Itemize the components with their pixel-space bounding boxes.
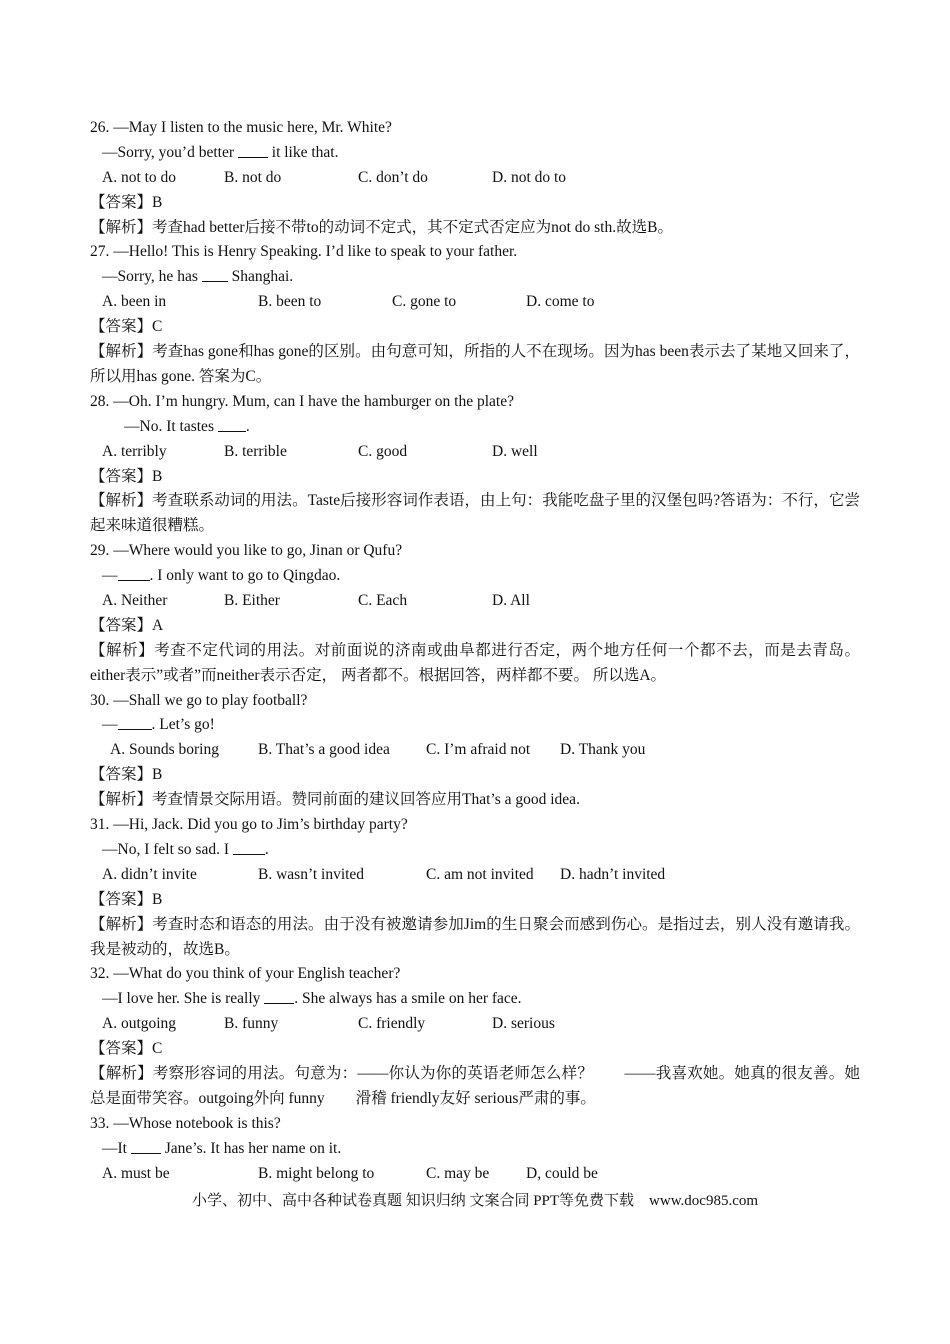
option-c: C. gone to [392, 293, 457, 311]
question-33-stem: 33. —Whose notebook is this? [90, 1114, 281, 1132]
option-d: D. All [492, 592, 530, 609]
question-30-options [90, 738, 860, 763]
option-d: D, could be [526, 1164, 598, 1182]
option-b: B. funny [224, 1015, 279, 1033]
question-29-stem: 29. —Where would you like to go, Jinan or Qufu? [90, 542, 403, 560]
option-c: C. friendly [358, 1015, 426, 1033]
question-29-options [90, 589, 860, 614]
answer-blank [238, 143, 268, 158]
question-29-analysis: 【解析】考查不定代词的用法。对前面说的济南或曲阜都进行否定，两个地方任何一个都不去，而是去青岛。 either表示”或者”而neither表示否定， 两者都不。根据回答，两样都不要。 所以选A。 [90, 641, 860, 684]
question-28-stem: 28. —Oh. I’m hungry. Mum, can I have the hamburger on the plate? [90, 392, 514, 410]
option-b: B. been to [258, 293, 322, 311]
option-d: D. well [492, 442, 538, 460]
question-28-options [90, 440, 860, 465]
question-30-reply: — . Let’s go! [102, 716, 215, 734]
question-26-stem: 26. —May I listen to the music here, Mr. White? [90, 119, 392, 136]
option-c: C. may be [426, 1164, 490, 1182]
question-26-reply: —Sorry, you’d better it like that. [102, 143, 339, 161]
question-32-options [90, 1012, 860, 1037]
answer-blank [118, 566, 150, 581]
question-27-options [90, 290, 860, 315]
option-a: A. didn’t invite [102, 865, 197, 883]
question-28-reply: —No. It tastes . [124, 417, 250, 435]
question-31-answer: 【答案】B [90, 890, 163, 908]
option-b: B. not do [224, 168, 282, 186]
answer-blank [118, 715, 152, 730]
question-29-reply: — . I only want to go to Qingdao. [102, 567, 341, 585]
question-list [90, 116, 860, 1186]
question-33-options [90, 1162, 860, 1187]
option-a: A. not to do [102, 168, 177, 186]
option-a: A. Sounds boring [110, 741, 219, 759]
option-b: B. Either [224, 592, 280, 609]
question-30-stem: 30. —Shall we go to play football? [90, 691, 308, 709]
option-c: C. Each [358, 592, 408, 609]
answer-blank [233, 840, 265, 855]
option-d: D. serious [492, 1015, 555, 1033]
question-32-answer: 【答案】C [90, 1040, 163, 1058]
option-c: C. am not invited [426, 865, 534, 883]
question-29-answer: 【答案】A [90, 616, 164, 634]
option-a: A. been in [102, 293, 167, 311]
option-d: D. come to [526, 293, 595, 311]
option-a: A. must be [102, 1164, 170, 1182]
answer-blank [218, 417, 246, 432]
option-d: D. hadn’t invited [560, 865, 666, 883]
question-31-reply: —No, I felt so sad. I . [102, 840, 269, 858]
question-27-answer: 【答案】C [90, 318, 163, 336]
option-c: C. good [358, 442, 408, 460]
option-b: B. That’s a good idea [258, 741, 390, 759]
question-27-reply: —Sorry, he has Shanghai. [102, 268, 294, 286]
question-26-analysis: 【解析】考查had better后接不带to的动词不定式，其不定式否定应为not do sth.故选B。 [90, 218, 673, 236]
question-32-stem: 32. —What do you think of your English teacher? [90, 965, 401, 983]
question-26-answer: 【答案】B [90, 193, 163, 211]
answer-blank [131, 1139, 161, 1154]
option-a: A. terribly [102, 442, 167, 460]
question-28-answer: 【答案】B [90, 467, 163, 485]
option-c: C. don’t do [358, 168, 428, 186]
question-26-options [90, 166, 860, 191]
option-d: D. not do to [492, 168, 567, 186]
question-27-stem: 27. —Hello! This is Henry Speaking. I’d like to speak to your father. [90, 243, 518, 261]
page-footer: 小学、初中、高中各种试卷真题 知识归纳 文案合同 PPT等免费下载 www.doc985.com [191, 1193, 759, 1209]
question-32-reply: —I love her. She is really . She always has a smile on her face. [102, 990, 522, 1008]
option-a: A. outgoing [102, 1015, 177, 1033]
question-31-options [90, 863, 860, 888]
question-31-analysis: 【解析】考查时态和语态的用法。由于没有被邀请参加Jim的生日聚会而感到伤心。是指过去，别人没有邀请我。我是被动的，故选B。 [90, 915, 860, 958]
option-a: A. Neither [102, 592, 168, 609]
answer-blank [202, 267, 228, 282]
option-d: D. Thank you [560, 741, 646, 759]
answer-blank [264, 989, 294, 1004]
question-30-analysis: 【解析】考查情景交际用语。赞同前面的建议回答应用That’s a good idea. [90, 791, 580, 809]
question-31-stem: 31. —Hi, Jack. Did you go to Jim’s birthday party? [90, 816, 408, 834]
question-33-reply: —It Jane’s. It has her name on it. [102, 1139, 342, 1157]
option-b: B. wasn’t invited [258, 865, 365, 883]
option-c: C. I’m afraid not [426, 741, 531, 759]
question-32-analysis: 【解析】考察形容词的用法。句意为：——你认为你的英语老师怎么样？ ——我喜欢她。她真的很友善。她总是面带笑容。outgoing外向 funny 滑稽 friendly友好 serious严肃的事。 [90, 1065, 860, 1107]
question-30-answer: 【答案】B [90, 766, 163, 784]
option-b: B. might belong to [258, 1164, 375, 1182]
question-27-analysis: 【解析】考查has gone和has gone的区别。由句意可知，所指的人不在现场。因为has been表示去了某地又回来了，所以用has gone. 答案为C。 [90, 343, 860, 385]
question-28-analysis: 【解析】考查联系动词的用法。Taste后接形容词作表语，由上句：我能吃盘子里的汉堡包吗?答语为：不行，它尝起来味道很糟糕。 [90, 492, 860, 535]
option-b: B. terrible [224, 442, 287, 460]
